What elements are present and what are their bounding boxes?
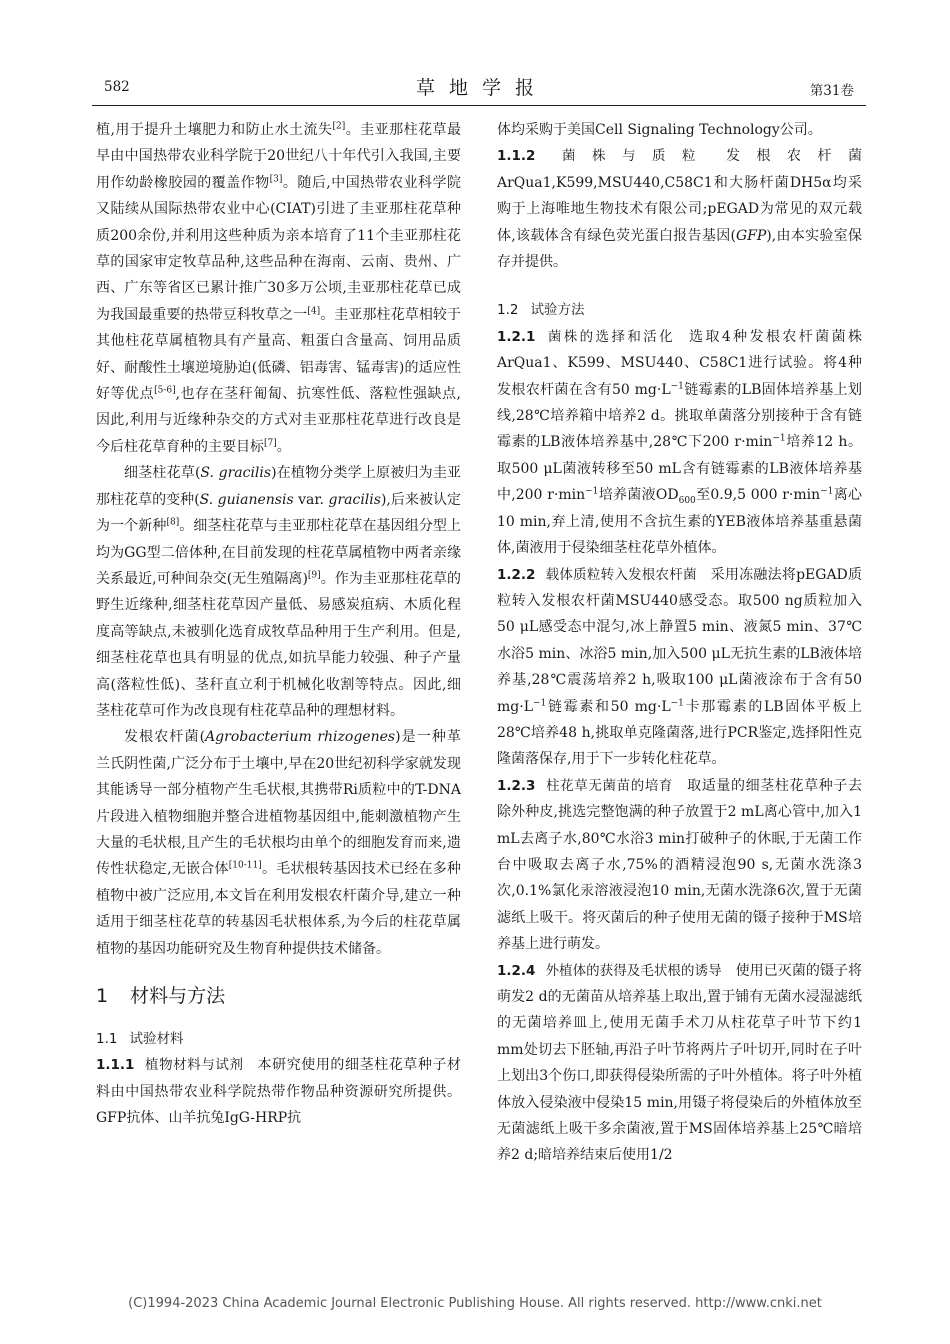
paragraph-1-2-2: 1.2.2 载体质粒转入发根农杆菌 采用冻融法将pEGAD质粒转入发根农杆菌MSU440感受态。取500 ng质粒加入50 μL感受态中混匀,冰上静置5 min、液氮5 min、37℃水浴5 min、冰浴5 min,加入500 μL无抗生素的LB液体培养基,28℃震荡培养2 h,吸取100 μL菌液涂布于含有50 $mg\cdot L^{-1}$链霉素和50 $mg\cdot L^{-1}$卡那霉素的LB固体平板上28℃培养48 h,挑取单克隆菌落,进行PCR鉴定,选择阳性克隆菌落保存,用于下一步转化柱花草。 (497, 566, 863, 768)
journal-name: 草地学报 (415, 77, 548, 99)
paragraph-1-1-1: 1.1.1 植物材料与试剂 本研究使用的细茎柱花草种子材料由中国热带农业科学院热带作物品种资源研究所提供。GFP抗体、山羊抗兔IgG-HRP抗 (96, 1057, 462, 1127)
right-column (497, 117, 862, 1169)
citation: [5-6] (154, 385, 176, 396)
citation: [10-11] (228, 860, 262, 871)
subsection-heading-1-2: 1.2 试验方法 (497, 302, 585, 319)
paragraph-agrobacterium: 发根农杆菌(Agrobacterium rhizogenes)是一种革兰氏阴性菌,广泛分布于土壤中,早在20世纪初科学家就发现其能诱导一部分植物产生毛状根,其携带Ri质粒中的T-DNA片段进入植物细胞并整合进植物基因组中,能刺激植物产生大量的毛状根,且产生的毛状根均由单个的细胞发育而来,遗传性状稳定,无嵌合体[10-11]。毛状根转基因技术已经在多种植物中被广泛应用,本文旨在利用发根农杆菌介导,建立一种适用于细茎柱花草的转基因毛状根体系,为今后的柱花草属植物的基因功能研究及生物育种提供技术储备。 (96, 729, 462, 957)
citation: [4] (307, 306, 321, 317)
paragraph-1-1-2: 1.1.2 菌株与质粒 发根农杆菌ArQua1,K599,MSU440,C58C1和大肠杆菌DH5α均采购于上海唯地生物技术有限公司;pEGAD为常见的双元载体,该载体含有绿色荧光蛋白报告基因(GFP),由本实验室保存并提供。 (497, 148, 863, 271)
page-number: 582 (104, 79, 130, 95)
paragraph-1-2-4: 1.2.4 外植体的获得及毛状根的诱导 使用已灭菌的镊子将萌发2 d的无菌苗从培养基上取出,置于铺有无菌水浸湿滤纸的无菌培养皿上,使用无菌手术刀从柱花草子叶节下约1 mm处切去下胚轴,再沿子叶节将两片子叶切开,同时在子叶上划出3个伤口,即获得侵染所需的子叶外植体。将子叶外植体放入侵染液中侵染15 min,用镊子将侵染后的外植体放至无菌滤纸上吸干多余菌液,置于MS固体培养基上25℃暗培养2 d;暗培养结束后使用1/2 (497, 962, 863, 1164)
subsection-heading-1-1: 1.1 试验材料 (96, 1031, 184, 1047)
copyright-footer: (C)1994-2023 China Academic Journal Electronic Publishing House. All rights reserved. http://www.cnki.net (128, 1296, 822, 1311)
paragraph-s-gracilis: 细茎柱花草(S. gracilis)在植物分类学上原被归为圭亚那柱花草的变种(S. guianensis var. gracilis),后来被认定为一个新种[8]。细茎柱花草与圭亚那柱花草在基因组分型上均为GG型二倍体种,在目前发现的柱花草属植物中两者亲缘关系最近,可种间杂交(无生殖隔离)[9]。作为圭亚那柱花草的野生近缘种,细茎柱花草因产量低、易感炭疽病、木质化程度高等缺点,未被驯化选育成牧草品种用于生产利用。但是,细茎柱花草也具有明显的优点,如抗旱能力较强、种子产量高(落粒性低)、茎秆直立利于机械化收割等特点。因此,细茎柱花草可作为改良现有柱花草品种的理想材料。 (96, 465, 462, 719)
paragraph-stylosanthes-guianensis: 植,用于提升土壤肥力和防止水土流失[2]。圭亚那柱花草最早由中国热带农业科学院于20世纪八十年代引入我国,主要用作幼龄橡胶园的覆盖作物[3]。随后,中国热带农业科学院又陆续从国际热带农业中心(CIAT)引进了圭亚那柱花草种质200余份,并利用这些种质为亲本培育了11个圭亚那柱花草的国家审定牧草品种,这些品种在海南、云南、贵州、广西、广东等省区已累计推广30多万公顷,圭亚那柱花草已成为我国最重要的热带豆科牧草之一[4]。圭亚那柱花草相较于其他柱花草属植物具有产量高、粗蛋白含量高、饲用品质好、耐酸性土壤逆境胁迫(低磷、铝毒害、锰毒害)的适应性好等优点[5-6],也存在茎秆匍匐、抗寒性低、落粒性强缺点,因此,利用与近缘种杂交的方式对圭亚那柱花草进行改良是今后柱花草育种的主要目标[7]。 (96, 121, 462, 455)
citation: [2] (332, 121, 346, 132)
citation: [3] (269, 174, 283, 185)
paragraph-1-2-3: 1.2.3 柱花草无菌苗的培育 取适量的细茎柱花草种子去除外种皮,挑选完整饱满的种子放置于2 mL离心管中,加入1 mL去离子水,80℃水浴3 min打破种子的休眠,于无菌工作台中吸取去离子水,75%的酒精浸泡90 s,无菌水洗涤3次,0.1%氯化汞溶液浸泡10 min,无菌水洗涤6次,置于无菌滤纸上吸干。将灭菌后的种子使用无菌的镊子接种于MS培养基上进行萌发。 (497, 777, 863, 953)
paragraph-continued: 体均采购于美国Cell Signaling Technology公司。 (497, 122, 822, 138)
citation: [7] (264, 438, 277, 449)
citation: [8] (166, 517, 180, 528)
citation: [9] (307, 570, 321, 581)
paragraph-1-2-1: 1.2.1 菌株的选择和活化 选取4种发根农杆菌菌株ArQua1、K599、MSU440、C58C1进行试验。将4种发根农杆菌在含有50 $mg\cdot L^{-1}$链霉素的LB固体培养基上划线,28℃培养箱中培养2 d。挑取单菌落分别接种于含有链霉素的LB液体培养基中,28℃下200 $r\cdot\min^{-1}$培养12 h。取500 μL菌液转移至50 mL含有链霉素的LB液体培养基中,200 $r\cdot\min^{-1}$培养菌液$OD_{600}$至0.9,5 000 $r\cdot\min^{-1}$离心10 min,弃上清,使用不含抗生素的YEB液体培养基重悬菌体,菌液用于侵染细茎柱花草外植体。 (497, 328, 863, 557)
left-column (96, 117, 461, 1132)
section-heading-1: 1 材料与方法 (96, 985, 226, 1007)
volume-label: 第31卷 (809, 83, 854, 99)
header-rule (92, 105, 866, 106)
